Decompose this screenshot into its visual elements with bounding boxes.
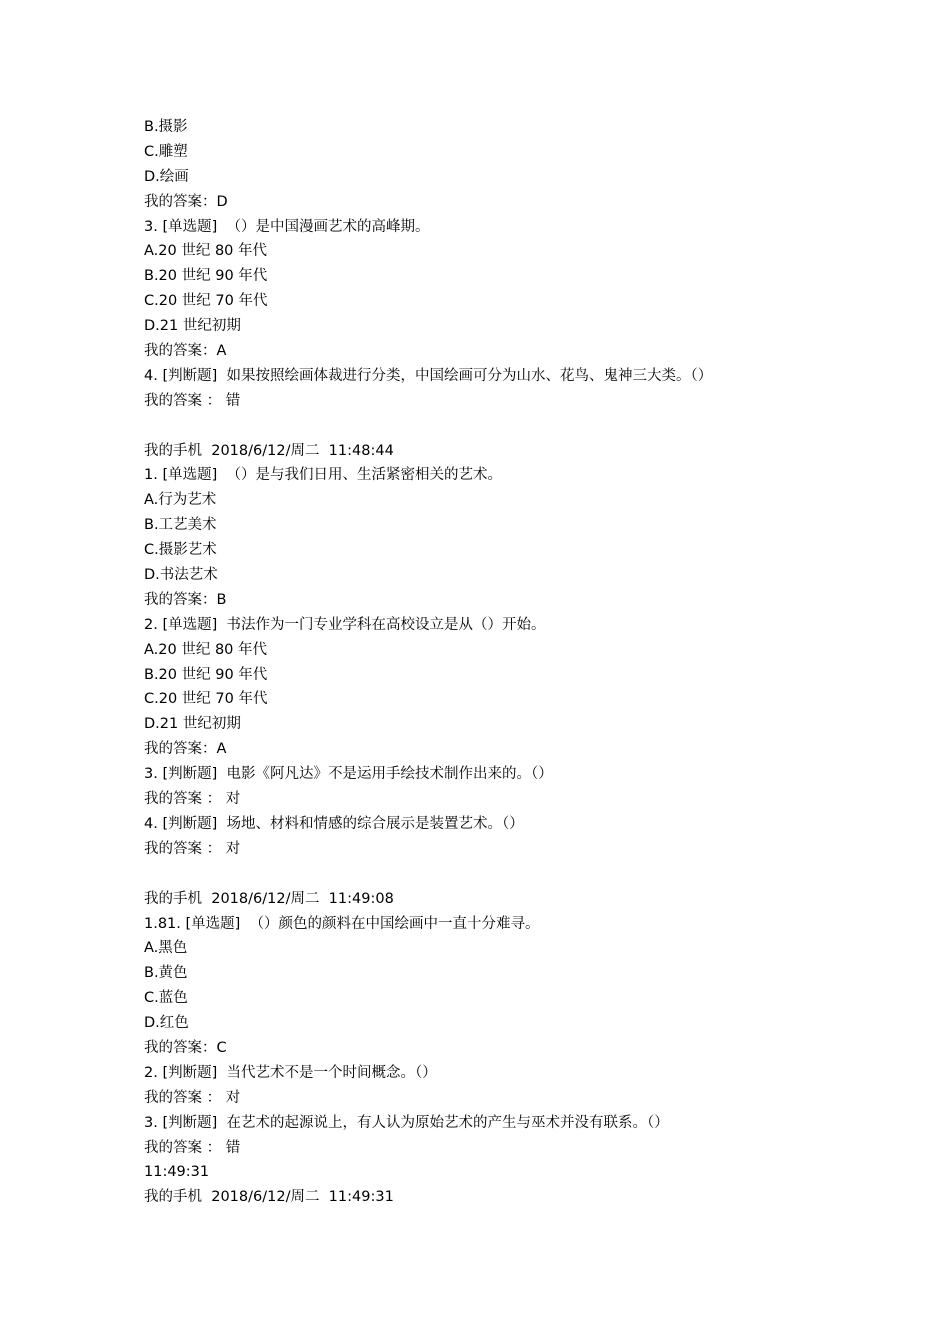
question-text: 1. [单选题] （）是与我们日用、生活紧密相关的艺术。 — [144, 467, 502, 484]
question-text: 2. [单选题] 书法作为一门专业学科在高校设立是从（）开始。 — [144, 616, 546, 633]
answer-line: 我的答案：B — [144, 591, 227, 608]
answer-line: 我的答案 ： 错 — [144, 392, 241, 409]
option-text: B.20 世纪 90 年代 — [144, 268, 268, 285]
blank-line — [144, 862, 904, 887]
option-text: C.20 世纪 70 年代 — [144, 691, 268, 708]
option-text: A.20 世纪 80 年代 — [144, 641, 268, 658]
answer-line: 我的答案：C — [144, 1039, 227, 1056]
option-text: D.21 世纪初期 — [144, 716, 241, 733]
question-text: 3. [判断题] 电影《阿凡达》不是运用手绘技术制作出来的。（） — [144, 766, 553, 783]
message-header: 我的手机 2018/6/12/周二 11:49:31 — [144, 1189, 394, 1206]
answer-line: 我的答案 ： 对 — [144, 1089, 241, 1106]
timestamp: 11:49:31 — [144, 1164, 210, 1181]
question-text: 1.81. [单选题] （）颜色的颜料在中国绘画中一直十分难寻。 — [144, 915, 540, 932]
answer-line: 我的答案 ： 错 — [144, 1139, 241, 1156]
answer-line: 我的答案：D — [144, 193, 228, 210]
option-text: B.工艺美术 — [144, 517, 217, 534]
option-text: D.红色 — [144, 1015, 189, 1032]
option-text: A.行为艺术 — [144, 492, 217, 509]
option-text: B.摄影 — [144, 119, 188, 135]
question-text: 3. [判断题] 在艺术的起源说上，有人认为原始艺术的产生与巫术并没有联系。（） — [144, 1114, 669, 1131]
question-text: 4. [判断题] 场地、材料和情感的综合展示是装置艺术。（） — [144, 815, 524, 832]
option-text: D.绘画 — [144, 168, 189, 185]
answer-line: 我的答案 ： 对 — [144, 791, 241, 808]
option-text: C.摄影艺术 — [144, 542, 217, 559]
blank-line — [144, 414, 904, 439]
option-text: D.21 世纪初期 — [144, 318, 241, 335]
option-text: B.20 世纪 90 年代 — [144, 666, 268, 683]
answer-line: 我的答案：A — [144, 741, 227, 758]
option-text: C.雕塑 — [144, 143, 188, 160]
option-text: D.书法艺术 — [144, 567, 218, 584]
answer-line: 我的答案 ： 对 — [144, 840, 241, 857]
question-text: 3. [单选题] （）是中国漫画艺术的高峰期。 — [144, 218, 430, 235]
message-header: 我的手机 2018/6/12/周二 11:48:44 — [144, 442, 394, 459]
answer-line: 我的答案：A — [144, 343, 227, 360]
option-text: B.黄色 — [144, 965, 188, 982]
question-text: 2. [判断题] 当代艺术不是一个时间概念。（） — [144, 1064, 437, 1081]
question-text: 4. [判断题] 如果按照绘画体裁进行分类，中国绘画可分为山水、花鸟、鬼神三大类。（） — [144, 367, 713, 384]
message-header: 我的手机 2018/6/12/周二 11:49:08 — [144, 890, 394, 907]
option-text: C.20 世纪 70 年代 — [144, 293, 268, 310]
option-text: A.黑色 — [144, 940, 188, 957]
document-body — [144, 115, 904, 1210]
option-text: A.20 世纪 80 年代 — [144, 243, 268, 260]
option-text: C.蓝色 — [144, 990, 188, 1007]
